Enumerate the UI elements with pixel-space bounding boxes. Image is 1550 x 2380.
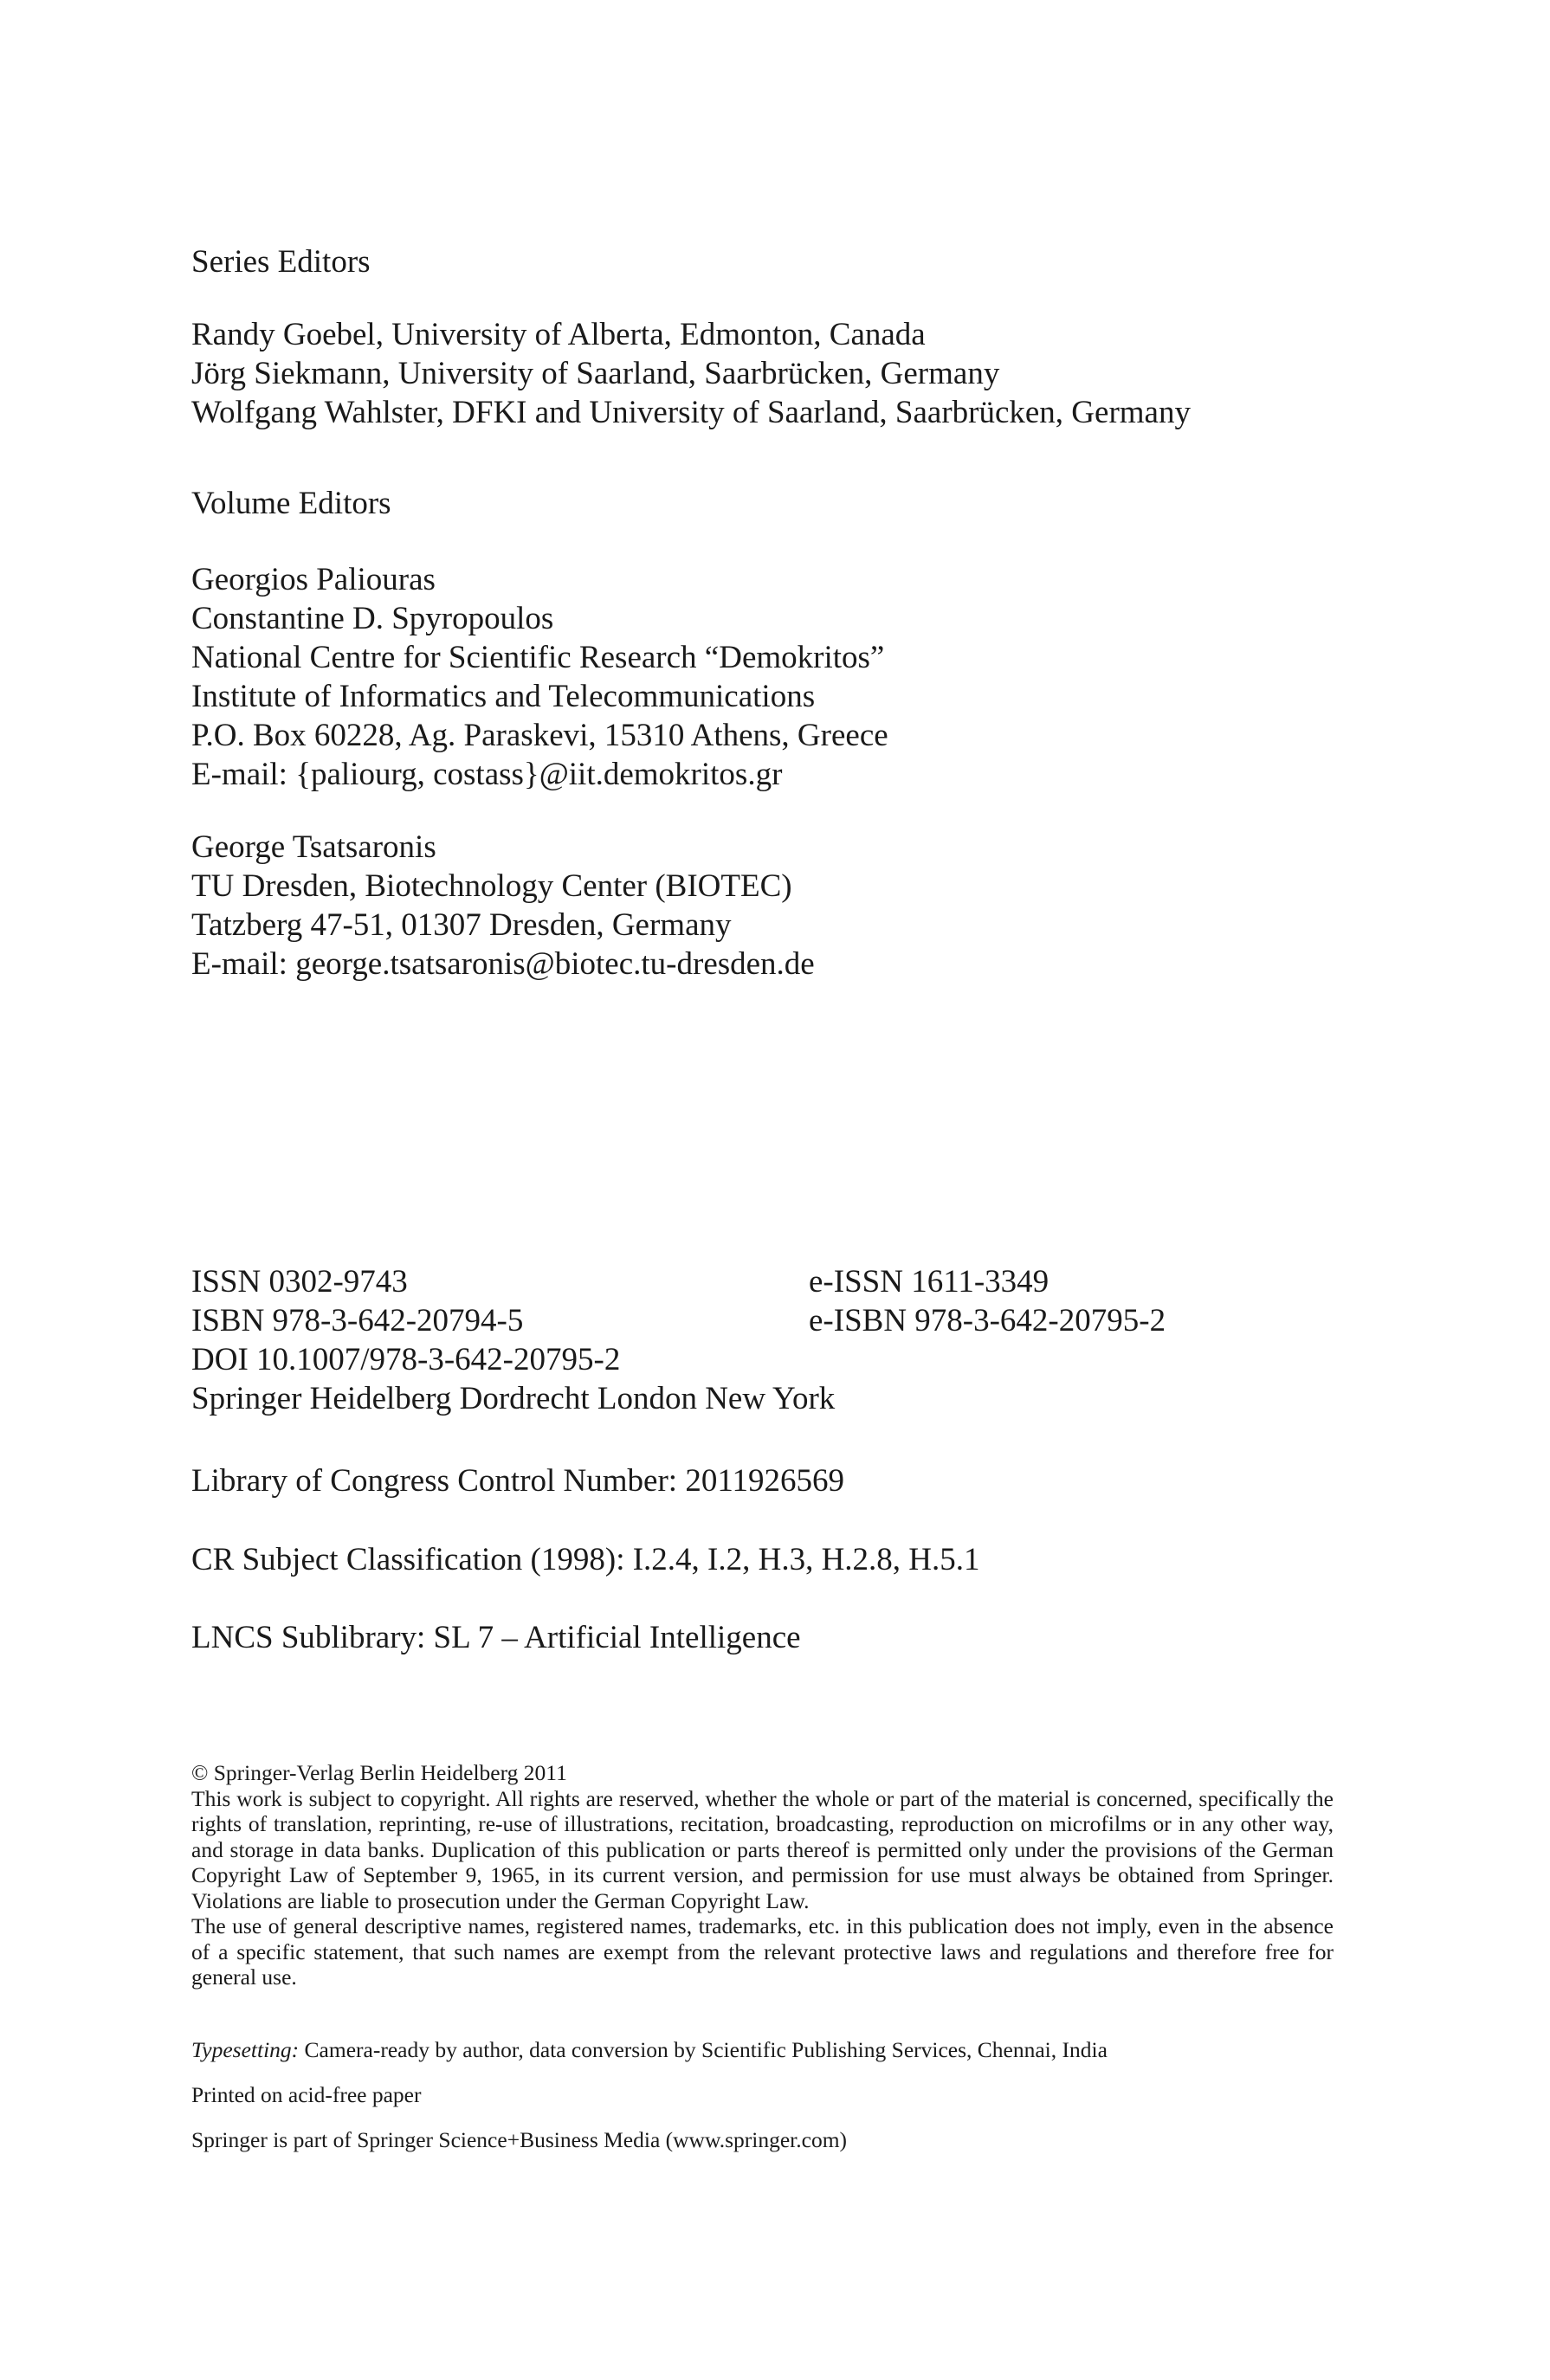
volume-editors-group-2 [191,828,815,984]
printed-note: Printed on acid-free paper [191,2082,422,2107]
series-editors-section [191,242,371,281]
volume-editors-group-1 [191,560,888,794]
springer-note: Springer is part of Springer Science+Business Media (www.springer.com) [191,2127,848,2152]
series-editors-list [191,315,1191,432]
isbn: ISBN 978-3-642-20794-5 [191,1303,524,1338]
typesetting-text: Camera-ready by author, data conversion by Scientific Publishing Services, Chennai, India [299,2037,1108,2062]
doi-row [191,1340,1317,1379]
series-editor-line: Randy Goebel, University of Alberta, Edmonton, Canada [191,317,926,352]
series-editors-heading: Series Editors [191,244,371,280]
doi: DOI 10.1007/978-3-642-20795-2 [191,1342,621,1377]
eissn: e-ISSN 1611-3349 [809,1264,1049,1300]
editor-line: P.O. Box 60228, Ag. Paraskevi, 15310 Athens, Greece [191,718,888,753]
editor-line: Institute of Informatics and Telecommunications [191,679,816,714]
editor-line: Tatzberg 47-51, 01307 Dresden, Germany [191,907,732,943]
volume-editors-section [191,484,391,523]
eisbn: e-ISBN 978-3-642-20795-2 [809,1303,1166,1338]
typesetting-block [191,2037,1108,2063]
cr-classification: CR Subject Classification (1998): I.2.4, I.2, H.3, H.2.8, H.5.1 [191,1542,980,1577]
printed-block [191,2082,422,2108]
copyright-block [191,1760,1334,1990]
lccn-block [191,1461,844,1500]
copyright-line: © Springer-Verlag Berlin Heidelberg 2011 [191,1760,567,1785]
lncs-sublibrary: LNCS Sublibrary: SL 7 – Artificial Intelligence [191,1620,801,1655]
springer-block [191,2127,847,2153]
series-editor-line: Wolfgang Wahlster, DFKI and University of Saarland, Saarbrücken, Germany [191,395,1191,430]
sublibrary-block [191,1618,801,1657]
editor-line: National Centre for Scientific Research “Demokritos” [191,640,885,675]
issn: ISSN 0302-9743 [191,1264,408,1300]
publisher-cities: Springer Heidelberg Dordrecht London New York [191,1381,836,1416]
editor-line: George Tsatsaronis [191,829,436,865]
publisher-row [191,1379,1317,1418]
editor-line: Constantine D. Spyropoulos [191,601,554,636]
editor-email: E-mail: {paliourg, costass}@iit.demokritos.gr [191,757,783,792]
editor-line: TU Dresden, Biotechnology Center (BIOTEC) [191,868,792,904]
lccn: Library of Congress Control Number: 2011926569 [191,1463,844,1499]
isbn-row [191,1301,1317,1340]
trademark-paragraph: The use of general descriptive names, registered names, trademarks, etc. in this publication does not imply, even in the absence of a specific statement, that such names are exempt from the relevant protective laws and regulations and therefore free for general use. [191,1913,1334,1990]
copyright-paragraph: This work is subject to copyright. All rights are reserved, whether the whole or part of the material is concerned, specifically the rights of translation, reprinting, re-use of illustrations, recitation, broadcasting, reproduction on microfilms or in any other way, and storage in data banks. Duplication of this publication or parts thereof is permitted only under the provisions of the German Copyright Law of September 9, 1965, in its current version, and permission for use must always be obtained from Springer. Violations are liable to prosecution under the German Copyright Law. [191,1785,1334,1913]
editor-email: E-mail: george.tsatsaronis@biotec.tu-dresden.de [191,946,815,982]
typesetting-label: Typesetting: [191,2037,300,2062]
volume-editors-heading: Volume Editors [191,486,391,521]
series-editor-line: Jörg Siekmann, University of Saarland, Saarbrücken, Germany [191,356,1000,391]
editor-line: Georgios Paliouras [191,562,436,597]
issn-row [191,1262,1317,1301]
cr-classification-block [191,1540,980,1579]
identifiers-block [191,1262,1317,1418]
